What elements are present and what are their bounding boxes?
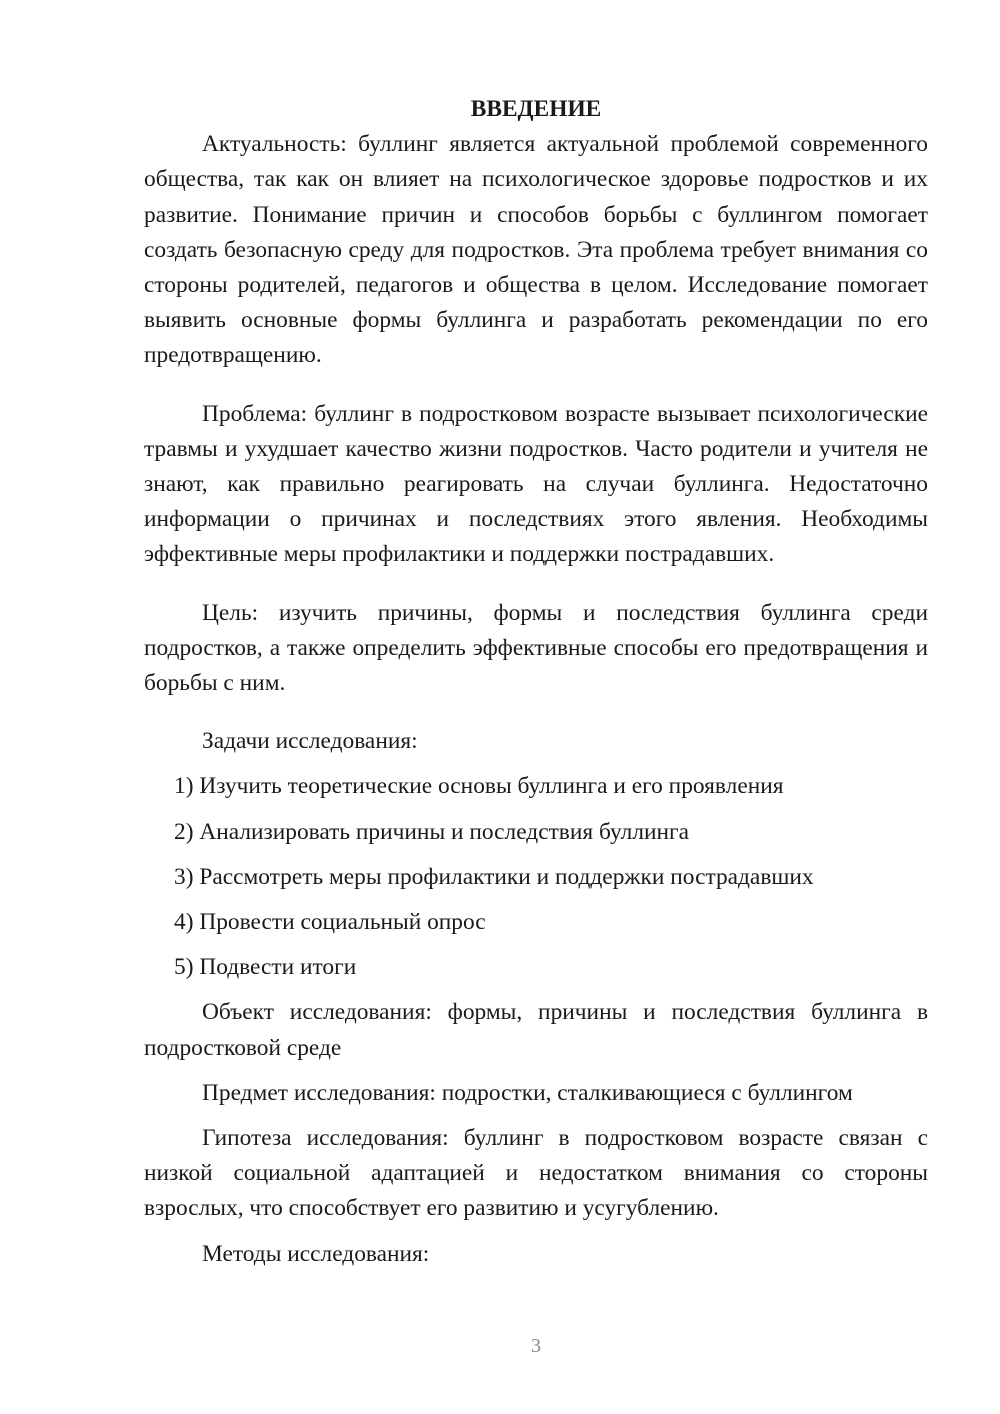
task-item: 2) Анализировать причины и последствия буллинга — [174, 818, 690, 845]
task-item: 3) Рассмотреть меры профилактики и поддержки пострадавших — [174, 863, 814, 890]
page-body — [144, 92, 928, 1272]
task-list — [144, 769, 928, 985]
paragraph-object: Объект исследования: формы, причины и последствия буллинга в подростковой среде — [144, 999, 928, 1061]
page-heading: ВВЕДЕНИЕ — [470, 96, 602, 122]
paragraph-subject: Предмет исследования: подростки, сталкивающиеся с буллингом — [202, 1079, 853, 1106]
paragraph-hypothesis: Гипотеза исследования: буллинг в подростковом возрасте связан с низкой социальной адаптацией и недостатком внимания со стороны взрослых, что способствует его развитию и усугублению. — [144, 1125, 928, 1222]
task-item: 5) Подвести итоги — [174, 954, 357, 981]
task-item: 1) Изучить теоретические основы буллинга и его проявления — [174, 773, 784, 800]
page-number: 3 — [531, 1335, 541, 1357]
paragraph-actuality: Актуальность: буллинг является актуальной проблемой современного общества, так как он влияет на психологическое здоровье подростков и их развитие. Понимание причин и способов борьбы с буллингом помогает создать безопасную среду для подростков. Эта проблема требует внимания со стороны родителей, педагогов и общества в целом. Исследование помогает выявить основные формы буллинга и разработать рекомендации по его предотвращению. — [144, 131, 928, 369]
paragraph-problem: Проблема: буллинг в подростковом возрасте вызывает психологические травмы и ухудшает качество жизни подростков. Часто родители и учителя не знают, как правильно реагировать на случаи буллинга. Недостаточно информации о причинах и последствиях этого явления. Необходимы эффективные меры профилактики и поддержки пострадавших. — [144, 400, 928, 568]
task-item: 4) Провести социальный опрос — [174, 909, 486, 936]
paragraph-methods: Методы исследования: — [202, 1240, 430, 1267]
paragraph-goal: Цель: изучить причины, формы и последствия буллинга среди подростков, а также определить эффективные способы его предотвращения и борьбы с ним. — [144, 599, 928, 697]
tasks-title: Задачи исследования: — [202, 728, 418, 755]
